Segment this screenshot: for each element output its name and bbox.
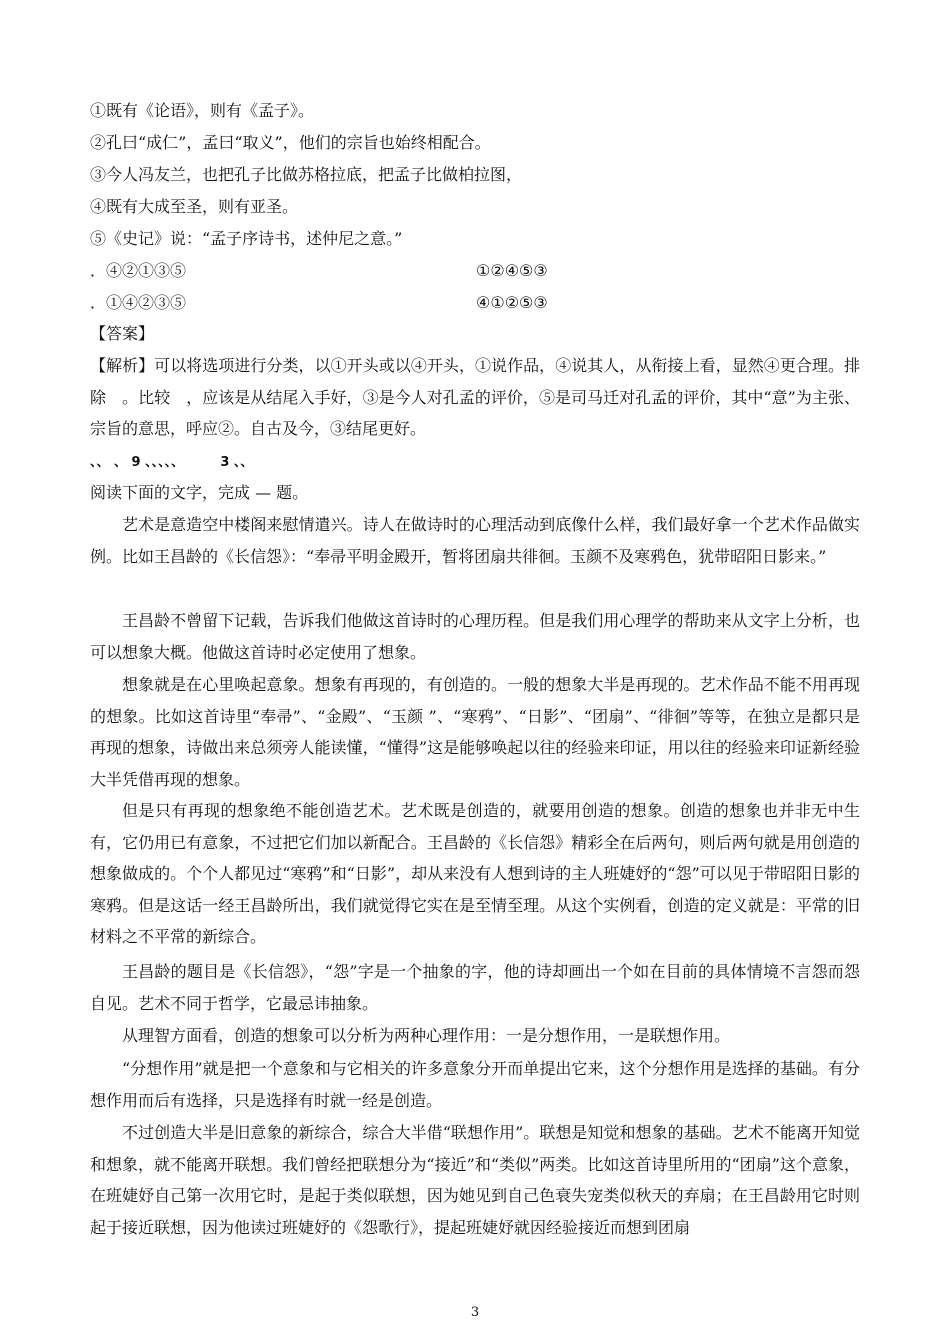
item-1: ①既有《论语》，则有《孟子》。 (90, 101, 315, 120)
item-3: ③今人冯友兰，也把孔子比做苏格拉底，把孟子比做柏拉图， (90, 165, 523, 184)
option-a: ．④②①③⑤ (90, 261, 187, 280)
paragraph-2: 王昌龄不曾留下记载，告诉我们他做这首诗时的心理历程。但是我们用心理学的帮助来从文字上分析，也可以想象大概。他做这首诗时必定使用了想象。 (90, 611, 860, 662)
answer-label: 【答案】 (90, 324, 155, 343)
item-2: ②孔曰“成仁”，孟曰“取义”，他们的宗旨也始终相配合。 (90, 133, 491, 152)
paragraph-6: 从理智方面看，创造的想象可以分析为两种心理作用：一是分想作用，一是联想作用。 (122, 1026, 731, 1045)
paragraph-1: 艺术是意造空中楼阁来慰情遣兴。诗人在做诗时的心理活动到底像什么样，我们最好拿一个艺术作品做实例。比如王昌龄的《长信怨》：“奉帚平明金殿开，暂将团扇共徘徊。玉颜不及寒鸦色，犹带昭阳日影来。” (90, 515, 860, 566)
paragraph-7: “分想作用”就是把一个意象和与它相关的许多意象分开而单提出它来，这个分想作用是选择的基础。有分想作用而后有选择，只是选择有时就一经是创造。 (90, 1059, 860, 1110)
analysis-text: 【解析】可以将选项进行分类，以①开头或以④开头，①说作品，④说其人，从衔接上看，显然④更合理。排除 。比较 ，应该是从结尾入手好，③是今人对孔孟的评价，⑤是司马迁对孔孟的评价，其中“意”为主张、宗旨的意思，呼应②。自古及今，③结尾更好。 (90, 356, 860, 438)
item-5: ⑤《史记》说：“孟子序诗书，述仲尼之意。” (90, 229, 403, 248)
section-header: 、、 、 9 、、、、、 3 、、 (90, 455, 254, 470)
paragraph-3: 想象就是在心里唤起意象。想象有再现的，有创造的。一般的想象大半是再现的。艺术作品不能不用再现的想象。比如这首诗里“奉帚”、“金殿”、“玉颜 ”、“寒鸦”、“日影”、“团扇”、“徘徊”等等，在独立是都只是再现的想象，诗做出来总须旁人能读懂，“懂得”这是能够唤起以往的经验来印证，用以往的经验来印证新经验大半凭借再现的想象。 (90, 675, 860, 789)
page-number: 3 (470, 1305, 480, 1320)
option-c: ．①④②③⑤ (90, 293, 187, 312)
option-b: ①②④⑤③ (476, 261, 548, 280)
reading-instruction: 阅读下面的文字，完成 — 题。 (90, 483, 309, 502)
paragraph-4: 但是只有再现的想象绝不能创造艺术。艺术既是创造的，就要用创造的想象。创造的想象也并非无中生有，它仍用已有意象，不过把它们加以新配合。王昌龄的《长信怨》精彩全在后两句，则后两句就是用创造的想象做成的。个个人都见过“寒鸦”和“日影”，却从来没有人想到诗的主人班婕妤的“怨”可以见于带昭阳日影的寒鸦。但是这话一经王昌龄所出，我们就觉得它实在是至情至理。从这个实例看，创造的定义就是：平常的旧材料之不平常的新综合。 (90, 801, 860, 946)
paragraph-5: 王昌龄的题目是《长信怨》，“怨”字是一个抽象的字，他的诗却画出一个如在目前的具体情境不言怨而怨自见。艺术不同于哲学，它最忌讳抽象。 (90, 962, 860, 1013)
paragraph-8: 不过创造大半是旧意象的新综合，综合大半借“联想作用”。联想是知觉和想象的基础。艺术不能离开知觉和想象，就不能离开联想。我们曾经把联想分为“接近”和“类似”两类。比如这首诗里所用的“团扇”这个意象，在班婕妤自己第一次用它时，是起于类似联想，因为她见到自己色衰失宠类似秋天的弃扇；在王昌龄用它时则起于接近联想，因为他读过班婕妤的《怨歌行》，提起班婕妤就因经验接近而想到团扇 (90, 1123, 860, 1237)
item-4: ④既有大成至圣，则有亚圣。 (90, 197, 299, 216)
option-d: ④①②⑤③ (476, 293, 548, 312)
